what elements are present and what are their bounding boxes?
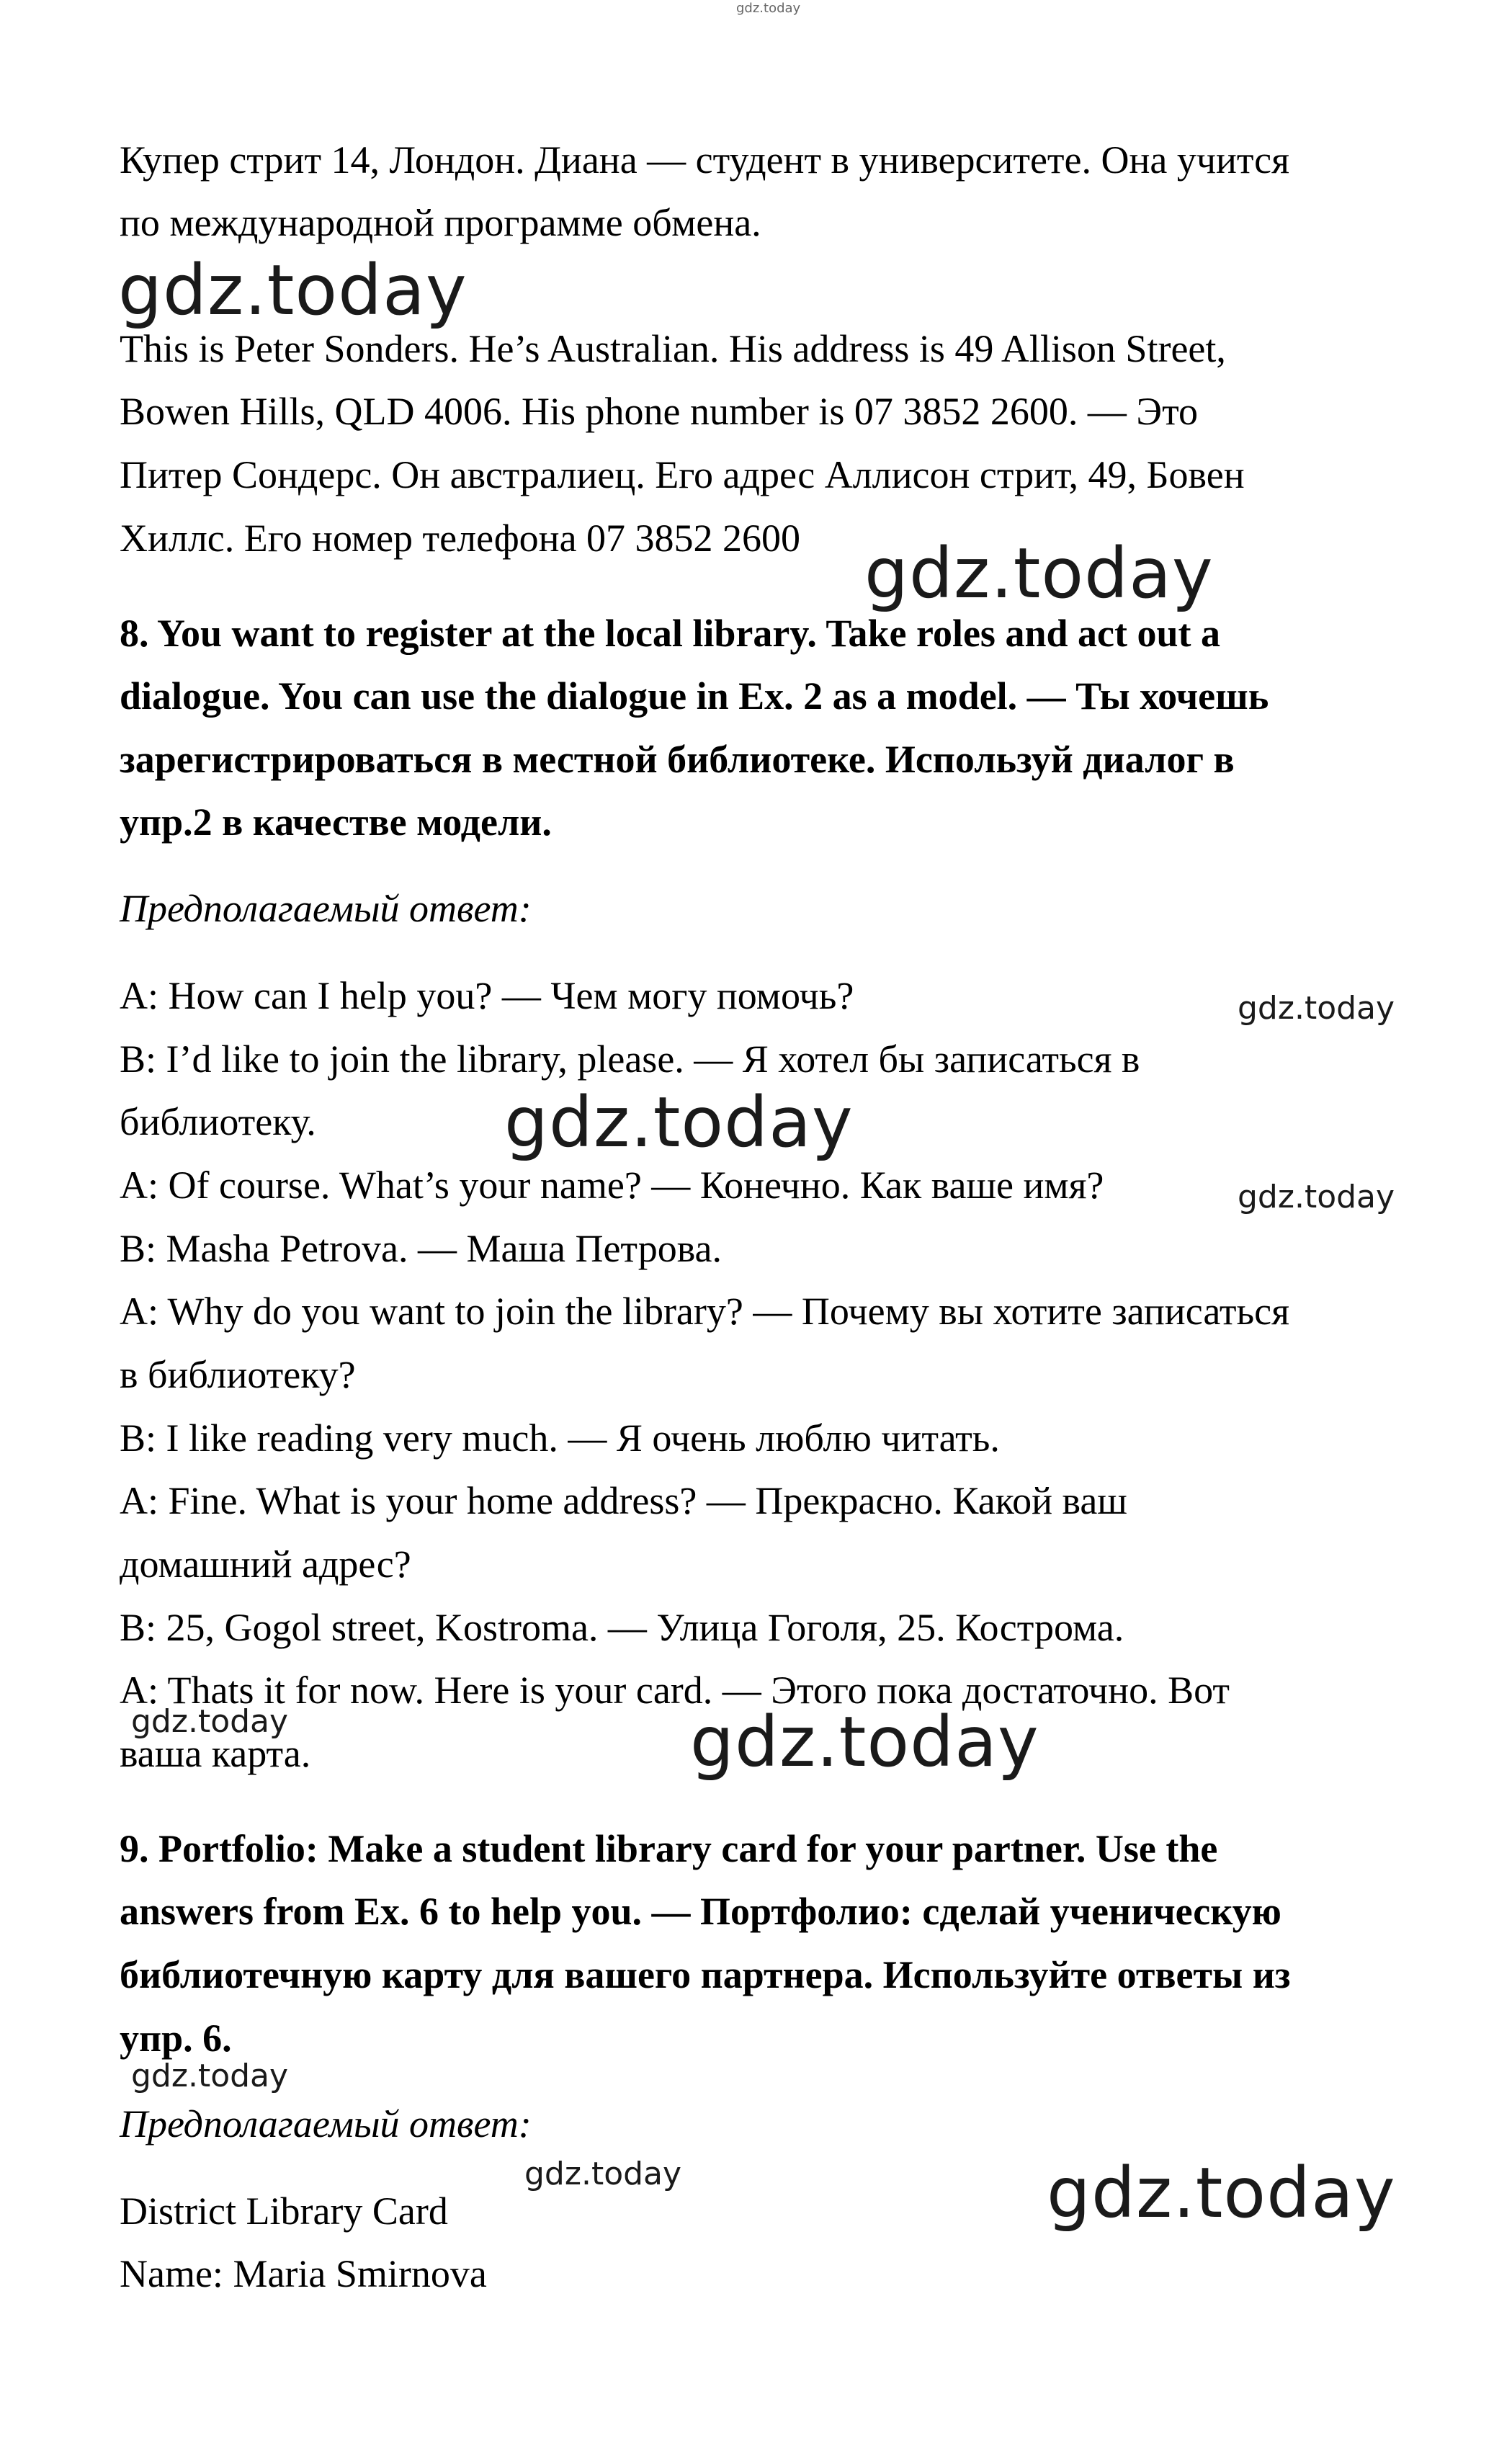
exercise-8-heading: dialogue. You can use the dialogue in Ex. 2 as a model. — Ты хочешь xyxy=(120,674,1269,718)
dialogue-line: B: 25, Gogol street, Kostroma. — Улица Гоголя, 25. Кострома. xyxy=(120,1606,1124,1649)
exercise-8-heading: 8. You want to register at the local library. Take roles and act out a xyxy=(120,612,1220,655)
watermark: gdz.today xyxy=(131,2058,289,2094)
text-line: Хиллс. Его номер телефона 07 3852 2600 xyxy=(120,517,801,560)
dialogue-line: A: Of course. What’s your name? — Конечно. Как ваше имя? xyxy=(120,1164,1104,1207)
exercise-8-heading: зарегистрироваться в местной библиотеке. Используй диалог в xyxy=(120,738,1235,781)
watermark: gdz.today xyxy=(504,1082,854,1163)
text-line: по международной программе обмена. xyxy=(120,201,761,244)
dialogue-line: домашний адрес? xyxy=(120,1542,411,1586)
watermark: gdz.today xyxy=(524,2156,682,2192)
watermark: gdz.today xyxy=(1047,2153,1396,2233)
suggested-answer-label: Предполагаемый ответ: xyxy=(120,2102,532,2145)
dialogue-line: A: Thats it for now. Here is your card. — Этого пока достаточно. Вот xyxy=(120,1669,1230,1712)
text-line: This is Peter Sonders. He’s Australian. His address is 49 Allison Street, xyxy=(120,327,1226,370)
watermark: gdz.today xyxy=(1238,990,1395,1027)
watermark: gdz.today xyxy=(131,1703,289,1740)
exercise-9-heading: answers from Ex. 6 to help you. — Портфолио: сделай ученическую xyxy=(120,1890,1281,1933)
dialogue-line: A: Fine. What is your home address? — Прекрасно. Какой ваш xyxy=(120,1479,1127,1522)
library-card-name: Name: Maria Smirnova xyxy=(120,2252,487,2295)
text-line: Bowen Hills, QLD 4006. His phone number is 07 3852 2600. — Это xyxy=(120,390,1198,433)
dialogue-line: B: I’d like to join the library, please. — Я хотел бы записаться в xyxy=(120,1037,1140,1081)
dialogue-line: A: How can I help you? — Чем могу помочь? xyxy=(120,974,854,1017)
dialogue-line: библиотеку. xyxy=(120,1100,316,1143)
exercise-8-heading: упр.2 в качестве модели. xyxy=(120,800,552,844)
top-watermark: gdz.today xyxy=(736,1,801,16)
watermark: gdz.today xyxy=(864,533,1214,614)
watermark: gdz.today xyxy=(1238,1179,1395,1215)
text-line: Питер Сондерс. Он австралиец. Его адрес Аллисон стрит, 49, Бовен xyxy=(120,453,1245,496)
suggested-answer-label: Предполагаемый ответ: xyxy=(120,887,532,930)
watermark: gdz.today xyxy=(690,1702,1039,1782)
dialogue-line: B: I like reading very much. — Я очень люблю читать. xyxy=(120,1416,1000,1460)
exercise-9-heading: библиотечную карту для вашего партнера. Используйте ответы из xyxy=(120,1953,1291,1996)
library-card-title: District Library Card xyxy=(120,2189,448,2233)
dialogue-line: ваша карта. xyxy=(120,1732,311,1775)
exercise-9-heading: упр. 6. xyxy=(120,2017,232,2060)
exercise-9-heading: 9. Portfolio: Make a student library card for your partner. Use the xyxy=(120,1827,1218,1870)
dialogue-line: A: Why do you want to join the library? — Почему вы хотите записаться xyxy=(120,1290,1289,1333)
dialogue-line: B: Masha Petrova. — Маша Петрова. xyxy=(120,1227,722,1270)
dialogue-line: в библиотеку? xyxy=(120,1353,356,1396)
text-line: Купер стрит 14, Лондон. Диана — студент в университете. Она учится xyxy=(120,138,1289,182)
watermark: gdz.today xyxy=(118,250,468,331)
